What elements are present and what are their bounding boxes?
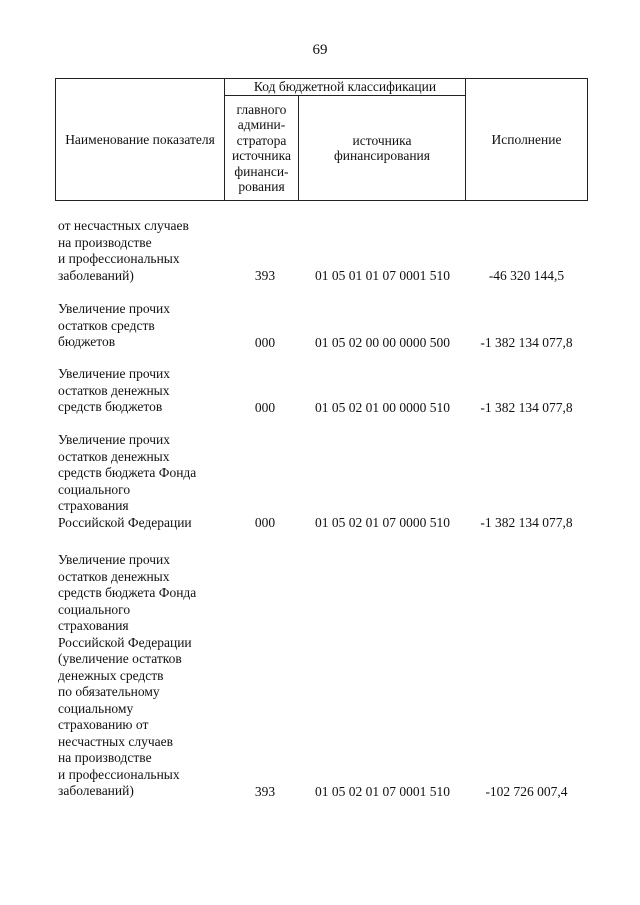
- execution-amount: -46 320 144,5: [488, 267, 565, 283]
- classification-code: 01 05 02 01 00 0000 510: [315, 399, 450, 415]
- table-row: [0, 366, 640, 416]
- classification-code: 01 05 02 00 00 0000 500: [315, 334, 450, 350]
- table-row: [0, 432, 640, 531]
- classification-code: 01 05 02 01 07 0001 510: [315, 783, 450, 799]
- page-number: 69: [312, 42, 328, 58]
- indicator-name: от несчастных случаев на производстве и профессиональных заболеваний): [58, 218, 189, 283]
- classification-code: 01 05 01 01 07 0001 510: [315, 267, 450, 283]
- admin-code: 393: [254, 267, 276, 283]
- header-budget-classification-code: Код бюджетной классификации: [253, 79, 437, 95]
- admin-code: 000: [254, 399, 276, 415]
- classification-code: 01 05 02 01 07 0000 510: [315, 514, 450, 530]
- table-row: [0, 218, 640, 284]
- admin-code: 000: [254, 334, 276, 350]
- table-header: [55, 78, 588, 201]
- table-row: [0, 552, 640, 800]
- admin-code: 000: [254, 514, 276, 530]
- header-financing-source: источника финансирования: [334, 132, 430, 163]
- indicator-name: Увеличение прочих остатков денежных средств бюджета Фонда социального страхования Российской Федерации: [58, 432, 197, 530]
- execution-amount: -102 726 007,4: [485, 783, 568, 799]
- indicator-name: Увеличение прочих остатков денежных средств бюджетов: [58, 366, 171, 414]
- indicator-name: Увеличение прочих остатков денежных средств бюджета Фонда социального страхования Российской Федерации (увеличение остатков денежных средств по обязательному социальному страхованию от несчастных случаев на производстве и профессиональных заболеваний): [58, 552, 197, 798]
- table-row: [0, 301, 640, 351]
- execution-amount: -1 382 134 077,8: [480, 334, 573, 350]
- admin-code: 393: [254, 783, 276, 799]
- header-indicator-name: Наименование показателя: [65, 131, 215, 147]
- header-execution: Исполнение: [491, 131, 562, 147]
- indicator-name: Увеличение прочих остатков средств бюджетов: [58, 301, 171, 349]
- header-main-administrator: главного админи- стратора источника финанси- рования: [232, 101, 291, 194]
- execution-amount: -1 382 134 077,8: [480, 514, 573, 530]
- execution-amount: -1 382 134 077,8: [480, 399, 573, 415]
